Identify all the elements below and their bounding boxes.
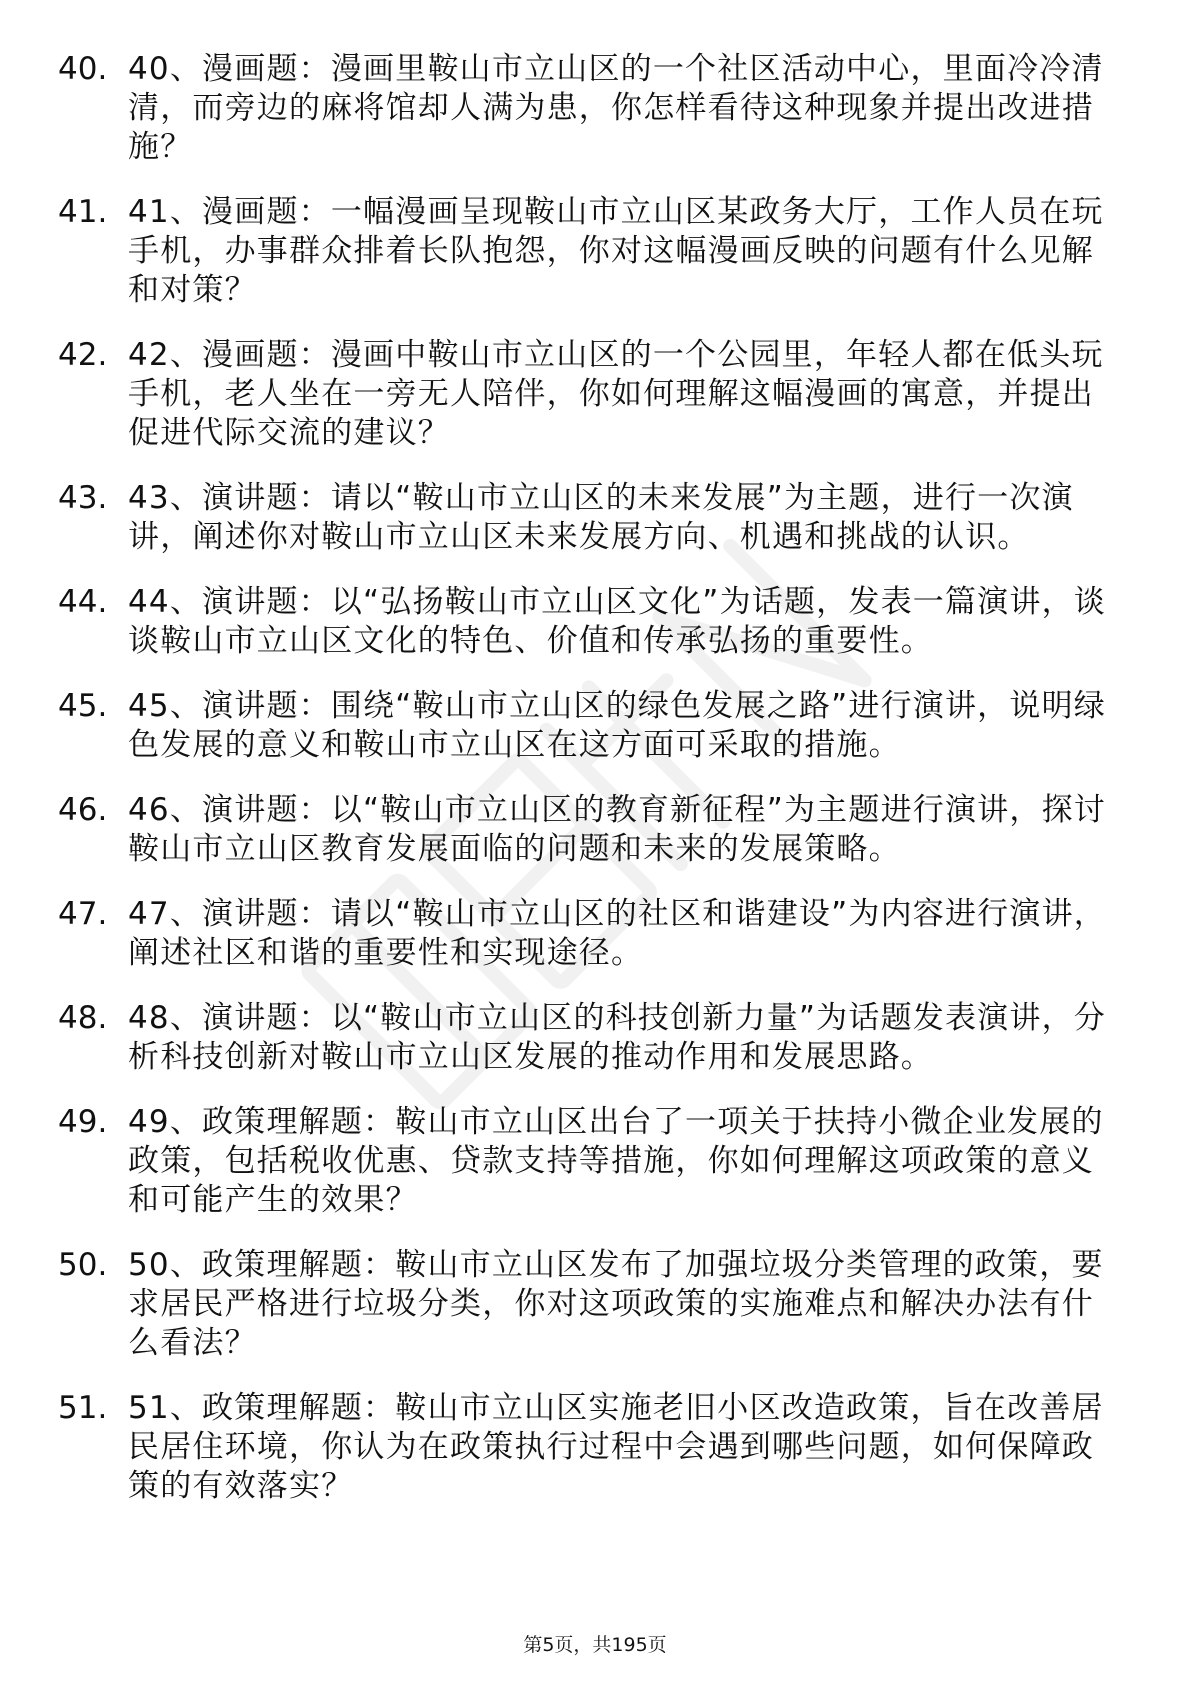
question-text: 50、政策理解题：鞍山市立山区发布了加强垃圾分类管理的政策，要求居民严格进行垃圾分类，你对这项政策的实施难点和解决办法有什么看法？ — [128, 1247, 1104, 1361]
question-number: 49. — [58, 1104, 108, 1140]
question-text: 41、漫画题：一幅漫画呈现鞍山市立山区某政务大厅，工作人员在玩手机，办事群众排着长队抱怨，你对这幅漫画反映的问题有什么见解和对策？ — [128, 194, 1104, 308]
list-item — [58, 895, 1108, 973]
question-number: 40. — [58, 51, 108, 87]
question-number: 46. — [58, 792, 108, 828]
question-number: 50. — [58, 1247, 108, 1283]
list-item — [58, 999, 1108, 1077]
question-text: 48、演讲题：以“鞍山市立山区的科技创新力量”为话题发表演讲，分析科技创新对鞍山市立山区发展的推动作用和发展思路。 — [128, 1000, 1106, 1075]
page-footer: 第5页，共195页 — [523, 1634, 667, 1656]
list-item — [58, 1246, 1108, 1363]
list-item — [58, 687, 1108, 765]
list-item — [58, 583, 1108, 661]
question-text: 43、演讲题：请以“鞍山市立山区的未来发展”为主题，进行一次演讲，阐述你对鞍山市立山区未来发展方向、机遇和挑战的认识。 — [128, 480, 1074, 555]
list-item — [58, 50, 1108, 167]
question-number: 48. — [58, 1000, 108, 1036]
question-list — [58, 50, 1108, 1532]
question-number: 43. — [58, 480, 108, 516]
question-number: 51. — [58, 1390, 108, 1426]
question-number: 41. — [58, 194, 108, 230]
question-text: 47、演讲题：请以“鞍山市立山区的社区和谐建设”为内容进行演讲，阐述社区和谐的重要性和实现途径。 — [128, 896, 1106, 971]
question-number: 42. — [58, 337, 108, 373]
list-item — [58, 336, 1108, 453]
question-text: 40、漫画题：漫画里鞍山市立山区的一个社区活动中心，里面冷冷清清，而旁边的麻将馆却人满为患，你怎样看待这种现象并提出改进措施？ — [128, 51, 1104, 165]
list-item — [58, 1389, 1108, 1506]
list-item — [58, 791, 1108, 869]
question-text: 46、演讲题：以“鞍山市立山区的教育新征程”为主题进行演讲，探讨鞍山市立山区教育发展面临的问题和未来的发展策略。 — [128, 792, 1106, 867]
question-text: 45、演讲题：围绕“鞍山市立山区的绿色发展之路”进行演讲，说明绿色发展的意义和鞍山市立山区在这方面可采取的措施。 — [128, 688, 1106, 763]
list-item — [58, 479, 1108, 557]
question-text: 51、政策理解题：鞍山市立山区实施老旧小区改造政策，旨在改善居民居住环境，你认为在政策执行过程中会遇到哪些问题，如何保障政策的有效落实？ — [128, 1390, 1104, 1504]
question-number: 44. — [58, 584, 108, 620]
question-text: 42、漫画题：漫画中鞍山市立山区的一个公园里，年轻人都在低头玩手机，老人坐在一旁无人陪伴，你如何理解这幅漫画的寓意，并提出促进代际交流的建议？ — [128, 337, 1104, 451]
list-item — [58, 193, 1108, 310]
question-number: 45. — [58, 688, 108, 724]
list-item — [58, 1103, 1108, 1220]
question-number: 47. — [58, 896, 108, 932]
question-text: 44、演讲题：以“弘扬鞍山市立山区文化”为话题，发表一篇演讲，谈谈鞍山市立山区文化的特色、价值和传承弘扬的重要性。 — [128, 584, 1106, 659]
question-text: 49、政策理解题：鞍山市立山区出台了一项关于扶持小微企业发展的政策，包括税收优惠、贷款支持等措施，你如何理解这项政策的意义和可能产生的效果？ — [128, 1104, 1104, 1218]
